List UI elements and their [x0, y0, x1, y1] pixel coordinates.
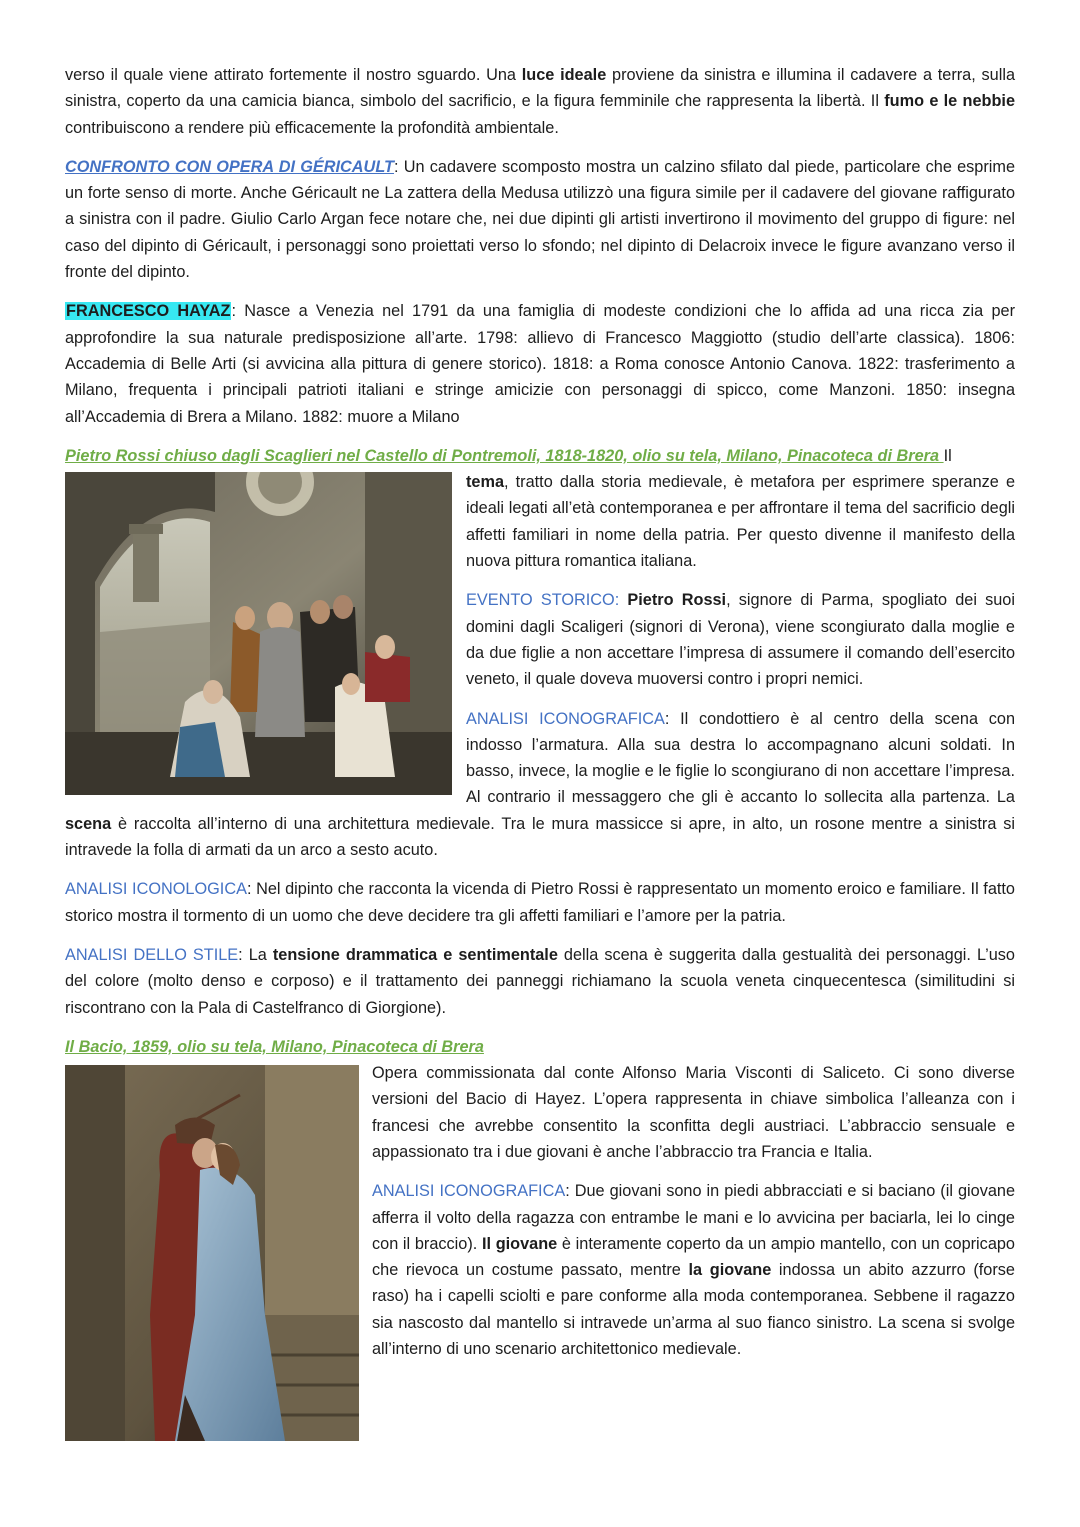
rossi-evento-paragraph: EVENTO STORICO: Pietro Rossi, signore di Parma, spogliato dei suoi domini dagli Scaligeri (signori di Verona), viene scongiurato dalla moglie e da due figlie a non accettare l’impresa di assumere il comando dell’esercito veneto, il quale doveva muoversi contro i propri nemici.	[466, 591, 1015, 689]
hayez-name-highlight: FRANCESCO HAYAZ	[66, 302, 231, 321]
paragraph-confronto: CONFRONTO CON OPERA DI GÉRICAULT: Un cadavere scomposto mostra un calzino sfilato dal piede, particolare che esprime un forte senso di morte. Anche Géricault ne La zattera della Medusa utilizzò una figura simile per il cadavere del giovane raffigurato a sinistra con il padre. Giulio Carlo Argan fece notare che, nei due dipinti gli artisti invertirono il movimento del gruppo di figure: nel caso del dipinto di Géricault, i personaggi sono proiettati verso lo sfondo; nel dipinto di Delacroix invece le figure avanzano verso il fronte del dipinto.	[65, 157, 1015, 282]
rossi-iconologica-paragraph: ANALISI ICONOLOGICA: Nel dipinto che racconta la vicenda di Pietro Rossi è rappresentato un momento eroico e familiare. Il fatto storico mostra il tormento di un uomo che deve decidere tra gli affetti familiari e l’amore per la patria.	[65, 880, 1015, 925]
rossi-title-line: Pietro Rossi chiuso dagli Scaglieri nel Castello di Pontremoli, 1818-1820, olio su tela, Milano, Pinacoteca di Brera Il	[65, 446, 952, 465]
bacio-iconografica-paragraph: ANALISI ICONOGRAFICA: Due giovani sono in piedi abbracciati e si baciano (il giovane afferra il volto della ragazza con entrambe le mani e lo avvicina per baciarla, lei lo cinge con il braccio). Il giovane è interamente coperto da un ampio mantello, con un copricapo che rievoca un costume passato, mentre la giovane indossa un abito azzurro (forse raso) ha i capelli sciolti e pare conforme alla moda contemporanea. Sebbene il ragazzo sia nascosto dal mantello si intravede un’arma al suo fianco sinistro. La scena si svolge all’interno di uno scenario architettonico medievale.	[372, 1182, 1016, 1359]
confronto-heading: CONFRONTO CON OPERA DI GÉRICAULT	[65, 157, 395, 176]
paragraph-luce: verso il quale viene attirato fortemente il nostro sguardo. Una luce ideale proviene da sinistra e illumina il cadavere a terra, sulla sinistra, coperto da una camicia bianca, simbolo del sacrificio, e la figura femminile che rappresenta la libertà. Il fumo e le nebbie contribuiscono a rendere più efficacemente la profondità ambientale.	[65, 66, 1016, 137]
rossi-stile-paragraph: ANALISI DELLO STILE: La tensione drammatica e sentimentale della scena è suggerita dalla gestualità dei personaggi. L’uso del colore (molto denso e corposo) e il trattamento dei panneggi richiamano la scuola veneta cinquecentesca (similitudini si riscontrano con la Pala di Castelfranco di Giorgione).	[65, 945, 1015, 1017]
bacio-title-line	[65, 1034, 1015, 1060]
pietro-rossi-painting	[65, 472, 452, 795]
rossi-tema-paragraph: tema, tratto dalla storia medievale, è metafora per esprimere speranze e ideali legati all’età contemporanea e per affrontare il tema del sacrificio degli affetti familiari in nome della patria. Per questo divenne il manifesto della nuova pittura romantica italiana.	[466, 473, 1015, 571]
bacio-intro-paragraph: Opera commissionata dal conte Alfonso Maria Visconti di Saliceto. Ci sono diverse versioni del Bacio di Hayez. L’opera rappresenta in chiave simbolica l’alleanza con i francesi che avrebbe consentito la sconfitta degli austriaci. L’abbraccio sensuale e appassionato tra i due giovani è anche l’abbraccio tra Francia e Italia.	[372, 1064, 1015, 1161]
bacio-artwork-title: Il Bacio, 1859, olio su tela, Milano, Pinacoteca di Brera	[65, 1037, 484, 1056]
document-page	[65, 62, 1015, 1441]
il-bacio-painting	[65, 1065, 359, 1441]
rossi-artwork-title: Pietro Rossi chiuso dagli Scaglieri nel Castello di Pontremoli, 1818-1820, olio su tela, Milano, Pinacoteca di Brera	[65, 446, 944, 465]
paragraph-hayez-bio: FRANCESCO HAYAZ: Nasce a Venezia nel 1791 da una famiglia di modeste condizioni che lo affida ad una ricca zia per approfondire la sua naturale predisposizione all’arte. 1798: allievo di Francesco Maggiotto (studio dell’arte classica). 1806: Accademia di Belle Arti (si avvicina alla pittura di genere storico). 1818: a Roma conosce Antonio Canova. 1822: trasferimento a Milano, frequenta i principali patrioti italiani e stringe amicizie con personaggi di spicco, come Manzoni. 1850: insegna all’Accademia di Brera a Milano. 1882: muore a Milano	[65, 302, 1015, 426]
rossi-iconografica-paragraph: ANALISI ICONOGRAFICA: Il condottiero è al centro della scena con indosso l’armatura. Alla sua destra lo accompagnano alcuni soldati. In basso, invece, la moglie e le figlie lo scongiurano di non accettare l’impresa. Al contrario il messaggero che gli è accanto lo sollecita alla partenza. La scena è raccolta all’interno di una architettura medievale. Tra le mura massicce si apre, in alto, un rosone mentre a sinistra si intravede la folla di armati da un arco a sesto acuto.	[65, 709, 1015, 860]
